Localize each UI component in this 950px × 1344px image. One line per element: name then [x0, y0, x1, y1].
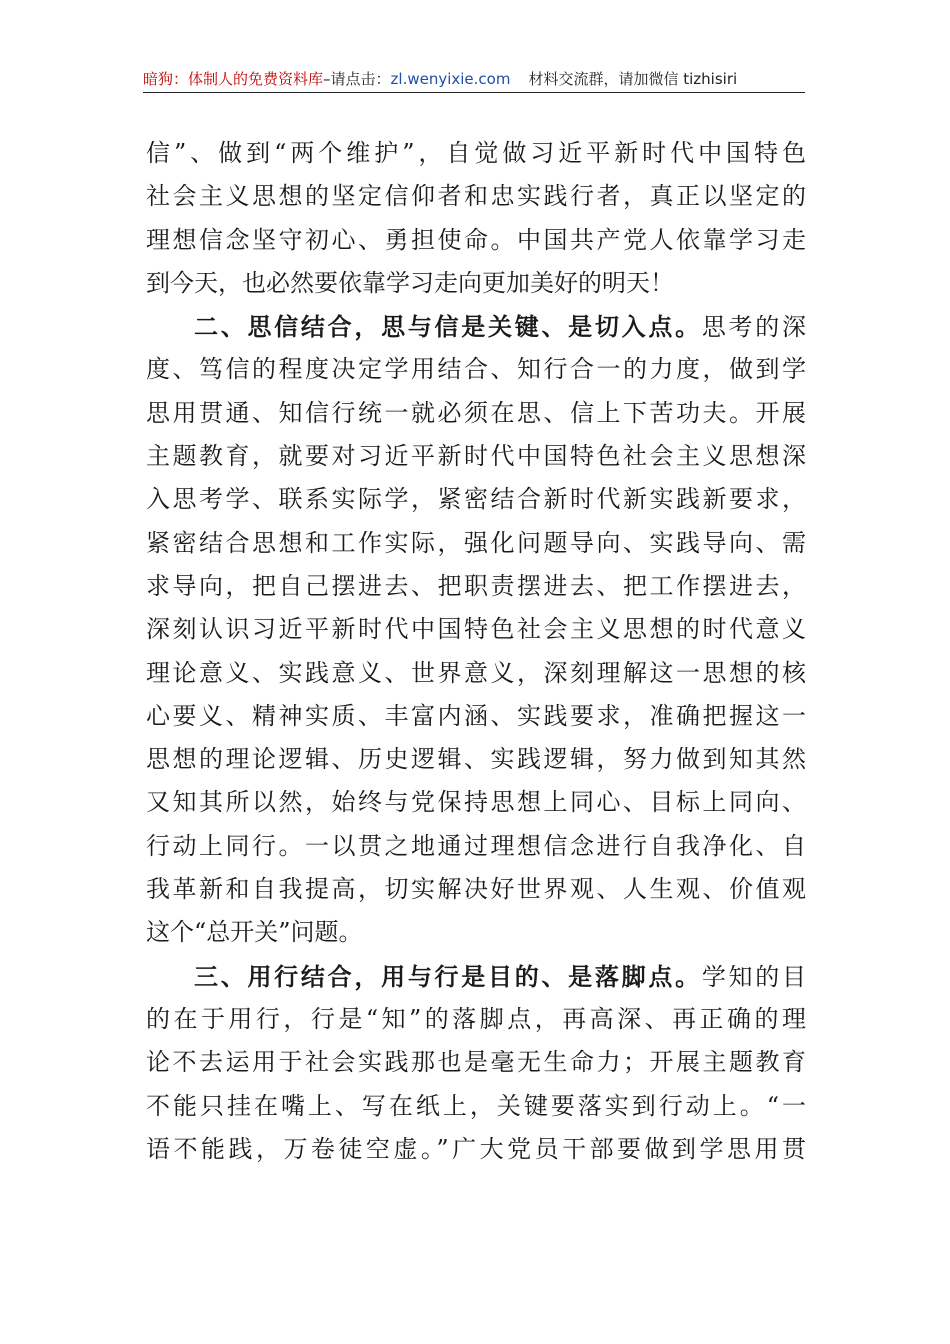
document-body [146, 132, 806, 1171]
header-link[interactable]: zl.wenyixie.com [390, 70, 511, 88]
paragraph-first-line [146, 955, 806, 998]
paragraph-line: 思想的理论逻辑、历史逻辑、实践逻辑，努力做到知其然 [146, 745, 806, 774]
paragraph-line: 度、笃信的程度决定学用结合、知行合一的力度，做到学 [146, 355, 806, 384]
paragraph-line: 心要义、精神实质、丰富内涵、实践要求，准确把握这一 [146, 701, 806, 730]
paragraph-line: 的在于用行，行是“知”的落脚点，再高深、再正确的理 [146, 1004, 806, 1033]
paragraph-3 [146, 955, 806, 1171]
paragraph-line: 紧密结合思想和工作实际，强化问题导向、实践导向、需 [146, 528, 806, 557]
section-heading: 三、用行结合，用与行是目的、是落脚点。 [194, 961, 702, 991]
paragraph-line: 入思考学、联系实际学，紧密结合新时代新实践新要求， [146, 485, 806, 514]
paragraph-line: 又知其所以然，始终与党保持思想上同心、目标上同向、 [146, 788, 806, 817]
paragraph-line: 理论意义、实践意义、世界意义，深刻理解这一思想的核 [146, 658, 806, 687]
paragraph-line: 深刻认识习近平新时代中国特色社会主义思想的时代意义 [146, 615, 806, 644]
paragraph-line: 论不去运用于社会实践那也是毫无生命力；开展主题教育 [146, 1048, 806, 1077]
paragraph-1 [146, 132, 806, 305]
paragraph-line: 思用贯通、知信行统一就必须在思、信上下苦功夫。开展 [146, 398, 806, 427]
paragraph-line: 到今天，也必然要依靠学习走向更加美好的明天！ [146, 268, 674, 297]
paragraph-line: 信”、做到“两个维护”，自觉做习近平新时代中国特色 [146, 139, 806, 167]
paragraph-line: 理想信念坚守初心、勇担使命。中国共产党人依靠学习走 [146, 225, 806, 254]
paragraph-line: 这个“总开关”问题。 [146, 918, 363, 947]
paragraph-line: 行动上同行。一以贯之地通过理想信念进行自我净化、自 [146, 831, 806, 860]
paragraph-line: 我革新和自我提高，切实解决好世界观、人生观、价值观 [146, 875, 806, 904]
page-header [143, 66, 805, 93]
paragraph-line: 不能只挂在嘴上、写在纸上，关键要落实到行动上。“一 [146, 1091, 806, 1120]
paragraph-2 [146, 305, 806, 954]
paragraph-first-line [146, 305, 806, 348]
heading-continuation: 学知的目 [701, 962, 807, 991]
header-click-prefix: –请点击： [323, 70, 391, 88]
paragraph-line: 求导向，把自己摆进去、把职责摆进去、把工作摆进去， [146, 571, 806, 600]
header-brand: 暗狗：体制人的免费资料库 [143, 70, 324, 88]
paragraph-line: 社会主义思想的坚定信仰者和忠实践行者，真正以坚定的 [146, 182, 806, 211]
header-group-note: 材料交流群，请加微信 tizhisiri [528, 70, 738, 88]
paragraph-line: 语不能践，万卷徒空虚。”广大党员干部要做到学思用贯 [146, 1134, 806, 1163]
section-heading: 二、思信结合，思与信是关键、是切入点。 [194, 312, 702, 342]
paragraph-line: 主题教育，就要对习近平新时代中国特色社会主义思想深 [146, 442, 806, 471]
heading-continuation: 思考的深 [701, 313, 807, 342]
